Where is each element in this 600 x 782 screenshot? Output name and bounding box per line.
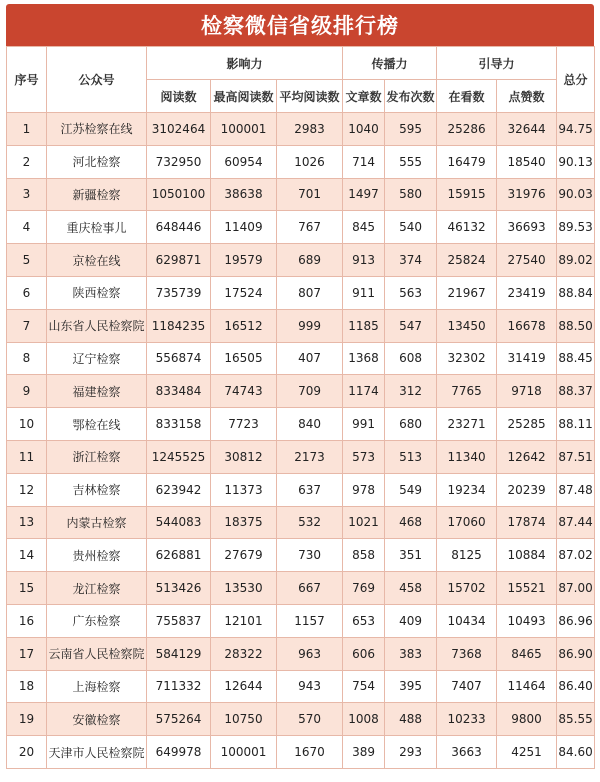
watching-cell: 10233 (437, 703, 497, 736)
articles-cell: 845 (343, 211, 385, 244)
table-row (7, 670, 595, 703)
likes-cell: 8465 (497, 637, 557, 670)
total-cell: 94.75 (557, 113, 595, 146)
table-row (7, 440, 595, 473)
posts-cell: 595 (385, 113, 437, 146)
posts-cell: 374 (385, 244, 437, 277)
articles-cell: 1040 (343, 113, 385, 146)
posts-cell: 351 (385, 539, 437, 572)
watching-cell: 8125 (437, 539, 497, 572)
max-reads-cell: 30812 (211, 440, 277, 473)
rank-cell: 17 (7, 637, 47, 670)
account-cell: 浙江检察 (47, 440, 147, 473)
account-cell: 上海检察 (47, 670, 147, 703)
total-cell: 87.44 (557, 506, 595, 539)
total-cell: 88.11 (557, 408, 595, 441)
likes-cell: 9800 (497, 703, 557, 736)
rank-cell: 7 (7, 309, 47, 342)
total-cell: 86.90 (557, 637, 595, 670)
max-reads-cell: 16512 (211, 309, 277, 342)
watching-cell: 7407 (437, 670, 497, 703)
total-cell: 89.53 (557, 211, 595, 244)
max-reads-cell: 38638 (211, 178, 277, 211)
reads-cell: 1050100 (147, 178, 211, 211)
reads-cell: 3102464 (147, 113, 211, 146)
total-cell: 88.37 (557, 375, 595, 408)
posts-cell: 549 (385, 473, 437, 506)
header-watching: 在看数 (437, 80, 497, 113)
account-cell: 福建检察 (47, 375, 147, 408)
max-reads-cell: 12644 (211, 670, 277, 703)
likes-cell: 15521 (497, 572, 557, 605)
avg-reads-cell: 689 (277, 244, 343, 277)
rank-cell: 18 (7, 670, 47, 703)
posts-cell: 608 (385, 342, 437, 375)
reads-cell: 735739 (147, 276, 211, 309)
table-row (7, 572, 595, 605)
header-influence: 影响力 (147, 47, 343, 80)
articles-cell: 978 (343, 473, 385, 506)
reads-cell: 833484 (147, 375, 211, 408)
reads-cell: 648446 (147, 211, 211, 244)
reads-cell: 1184235 (147, 309, 211, 342)
max-reads-cell: 11409 (211, 211, 277, 244)
table-row (7, 178, 595, 211)
watching-cell: 25824 (437, 244, 497, 277)
total-cell: 86.96 (557, 604, 595, 637)
rank-cell: 11 (7, 440, 47, 473)
likes-cell: 20239 (497, 473, 557, 506)
reads-cell: 556874 (147, 342, 211, 375)
avg-reads-cell: 637 (277, 473, 343, 506)
posts-cell: 513 (385, 440, 437, 473)
articles-cell: 1174 (343, 375, 385, 408)
watching-cell: 19234 (437, 473, 497, 506)
max-reads-cell: 74743 (211, 375, 277, 408)
account-cell: 内蒙古检察 (47, 506, 147, 539)
avg-reads-cell: 1157 (277, 604, 343, 637)
posts-cell: 293 (385, 736, 437, 769)
watching-cell: 7765 (437, 375, 497, 408)
rank-cell: 6 (7, 276, 47, 309)
account-cell: 贵州检察 (47, 539, 147, 572)
watching-cell: 17060 (437, 506, 497, 539)
max-reads-cell: 100001 (211, 736, 277, 769)
rank-cell: 10 (7, 408, 47, 441)
posts-cell: 555 (385, 145, 437, 178)
page-title: 检察微信省级排行榜 (6, 4, 594, 46)
watching-cell: 7368 (437, 637, 497, 670)
header-posts: 发布次数 (385, 80, 437, 113)
watching-cell: 46132 (437, 211, 497, 244)
articles-cell: 1368 (343, 342, 385, 375)
posts-cell: 540 (385, 211, 437, 244)
table-body (7, 113, 595, 769)
max-reads-cell: 27679 (211, 539, 277, 572)
likes-cell: 27540 (497, 244, 557, 277)
table-row (7, 539, 595, 572)
total-cell: 88.84 (557, 276, 595, 309)
account-cell: 河北检察 (47, 145, 147, 178)
total-cell: 87.00 (557, 572, 595, 605)
max-reads-cell: 17524 (211, 276, 277, 309)
watching-cell: 21967 (437, 276, 497, 309)
table-row (7, 637, 595, 670)
likes-cell: 23419 (497, 276, 557, 309)
articles-cell: 389 (343, 736, 385, 769)
watching-cell: 25286 (437, 113, 497, 146)
posts-cell: 409 (385, 604, 437, 637)
table-row (7, 473, 595, 506)
rank-cell: 12 (7, 473, 47, 506)
watching-cell: 15702 (437, 572, 497, 605)
avg-reads-cell: 709 (277, 375, 343, 408)
articles-cell: 573 (343, 440, 385, 473)
likes-cell: 36693 (497, 211, 557, 244)
avg-reads-cell: 943 (277, 670, 343, 703)
reads-cell: 1245525 (147, 440, 211, 473)
table-row (7, 408, 595, 441)
articles-cell: 911 (343, 276, 385, 309)
max-reads-cell: 12101 (211, 604, 277, 637)
header-likes: 点赞数 (497, 80, 557, 113)
likes-cell: 9718 (497, 375, 557, 408)
likes-cell: 25285 (497, 408, 557, 441)
header-spread: 传播力 (343, 47, 437, 80)
total-cell: 87.02 (557, 539, 595, 572)
articles-cell: 991 (343, 408, 385, 441)
reads-cell: 732950 (147, 145, 211, 178)
posts-cell: 468 (385, 506, 437, 539)
likes-cell: 31419 (497, 342, 557, 375)
avg-reads-cell: 2173 (277, 440, 343, 473)
reads-cell: 755837 (147, 604, 211, 637)
header-total: 总分 (557, 47, 595, 113)
posts-cell: 383 (385, 637, 437, 670)
header-articles: 文章数 (343, 80, 385, 113)
likes-cell: 16678 (497, 309, 557, 342)
total-cell: 88.50 (557, 309, 595, 342)
account-cell: 新疆检察 (47, 178, 147, 211)
likes-cell: 12642 (497, 440, 557, 473)
table-row (7, 375, 595, 408)
account-cell: 山东省人民检察院 (47, 309, 147, 342)
likes-cell: 17874 (497, 506, 557, 539)
total-cell: 86.40 (557, 670, 595, 703)
avg-reads-cell: 730 (277, 539, 343, 572)
total-cell: 90.13 (557, 145, 595, 178)
header-rank: 序号 (7, 47, 47, 113)
articles-cell: 858 (343, 539, 385, 572)
reads-cell: 513426 (147, 572, 211, 605)
rank-cell: 9 (7, 375, 47, 408)
max-reads-cell: 10750 (211, 703, 277, 736)
avg-reads-cell: 532 (277, 506, 343, 539)
max-reads-cell: 18375 (211, 506, 277, 539)
articles-cell: 1497 (343, 178, 385, 211)
watching-cell: 3663 (437, 736, 497, 769)
header-attraction: 引导力 (437, 47, 557, 80)
rank-cell: 5 (7, 244, 47, 277)
articles-cell: 714 (343, 145, 385, 178)
avg-reads-cell: 570 (277, 703, 343, 736)
posts-cell: 680 (385, 408, 437, 441)
account-cell: 天津市人民检察院 (47, 736, 147, 769)
rank-cell: 13 (7, 506, 47, 539)
total-cell: 90.03 (557, 178, 595, 211)
max-reads-cell: 11373 (211, 473, 277, 506)
table-row (7, 736, 595, 769)
max-reads-cell: 60954 (211, 145, 277, 178)
likes-cell: 10884 (497, 539, 557, 572)
avg-reads-cell: 807 (277, 276, 343, 309)
likes-cell: 4251 (497, 736, 557, 769)
reads-cell: 544083 (147, 506, 211, 539)
watching-cell: 32302 (437, 342, 497, 375)
table-row (7, 113, 595, 146)
articles-cell: 754 (343, 670, 385, 703)
articles-cell: 913 (343, 244, 385, 277)
posts-cell: 312 (385, 375, 437, 408)
account-cell: 重庆检事儿 (47, 211, 147, 244)
account-cell: 陕西检察 (47, 276, 147, 309)
max-reads-cell: 7723 (211, 408, 277, 441)
header-account: 公众号 (47, 47, 147, 113)
rank-cell: 3 (7, 178, 47, 211)
likes-cell: 31976 (497, 178, 557, 211)
articles-cell: 769 (343, 572, 385, 605)
watching-cell: 11340 (437, 440, 497, 473)
posts-cell: 488 (385, 703, 437, 736)
reads-cell: 649978 (147, 736, 211, 769)
likes-cell: 18540 (497, 145, 557, 178)
table-row (7, 506, 595, 539)
rank-cell: 2 (7, 145, 47, 178)
rank-cell: 1 (7, 113, 47, 146)
account-cell: 辽宁检察 (47, 342, 147, 375)
reads-cell: 629871 (147, 244, 211, 277)
max-reads-cell: 19579 (211, 244, 277, 277)
account-cell: 安徽检察 (47, 703, 147, 736)
ranking-panel (6, 4, 594, 769)
total-cell: 85.55 (557, 703, 595, 736)
header-max-reads: 最高阅读数 (211, 80, 277, 113)
rank-cell: 8 (7, 342, 47, 375)
likes-cell: 11464 (497, 670, 557, 703)
articles-cell: 1008 (343, 703, 385, 736)
watching-cell: 10434 (437, 604, 497, 637)
reads-cell: 833158 (147, 408, 211, 441)
account-cell: 云南省人民检察院 (47, 637, 147, 670)
avg-reads-cell: 667 (277, 572, 343, 605)
table-row (7, 244, 595, 277)
reads-cell: 711332 (147, 670, 211, 703)
posts-cell: 580 (385, 178, 437, 211)
max-reads-cell: 28322 (211, 637, 277, 670)
posts-cell: 547 (385, 309, 437, 342)
rank-cell: 16 (7, 604, 47, 637)
avg-reads-cell: 963 (277, 637, 343, 670)
articles-cell: 606 (343, 637, 385, 670)
watching-cell: 16479 (437, 145, 497, 178)
account-cell: 江苏检察在线 (47, 113, 147, 146)
avg-reads-cell: 2983 (277, 113, 343, 146)
watching-cell: 23271 (437, 408, 497, 441)
account-cell: 广东检察 (47, 604, 147, 637)
max-reads-cell: 13530 (211, 572, 277, 605)
avg-reads-cell: 407 (277, 342, 343, 375)
watching-cell: 15915 (437, 178, 497, 211)
reads-cell: 584129 (147, 637, 211, 670)
header-reads: 阅读数 (147, 80, 211, 113)
header-avg-reads: 平均阅读数 (277, 80, 343, 113)
rank-cell: 20 (7, 736, 47, 769)
total-cell: 84.60 (557, 736, 595, 769)
reads-cell: 626881 (147, 539, 211, 572)
articles-cell: 1021 (343, 506, 385, 539)
table-row (7, 276, 595, 309)
table-row (7, 145, 595, 178)
table-row (7, 211, 595, 244)
likes-cell: 32644 (497, 113, 557, 146)
account-cell: 龙江检察 (47, 572, 147, 605)
articles-cell: 653 (343, 604, 385, 637)
reads-cell: 575264 (147, 703, 211, 736)
avg-reads-cell: 840 (277, 408, 343, 441)
watching-cell: 13450 (437, 309, 497, 342)
posts-cell: 395 (385, 670, 437, 703)
account-cell: 鄂检在线 (47, 408, 147, 441)
avg-reads-cell: 1670 (277, 736, 343, 769)
posts-cell: 563 (385, 276, 437, 309)
total-cell: 88.45 (557, 342, 595, 375)
rank-cell: 14 (7, 539, 47, 572)
avg-reads-cell: 999 (277, 309, 343, 342)
max-reads-cell: 16505 (211, 342, 277, 375)
table-row (7, 604, 595, 637)
rank-cell: 15 (7, 572, 47, 605)
table-row (7, 342, 595, 375)
total-cell: 87.51 (557, 440, 595, 473)
articles-cell: 1185 (343, 309, 385, 342)
avg-reads-cell: 701 (277, 178, 343, 211)
posts-cell: 458 (385, 572, 437, 605)
ranking-table (6, 46, 595, 769)
likes-cell: 10493 (497, 604, 557, 637)
account-cell: 吉林检察 (47, 473, 147, 506)
total-cell: 87.48 (557, 473, 595, 506)
table-row (7, 309, 595, 342)
rank-cell: 19 (7, 703, 47, 736)
account-cell: 京检在线 (47, 244, 147, 277)
max-reads-cell: 100001 (211, 113, 277, 146)
reads-cell: 623942 (147, 473, 211, 506)
table-row (7, 703, 595, 736)
avg-reads-cell: 1026 (277, 145, 343, 178)
total-cell: 89.02 (557, 244, 595, 277)
rank-cell: 4 (7, 211, 47, 244)
avg-reads-cell: 767 (277, 211, 343, 244)
